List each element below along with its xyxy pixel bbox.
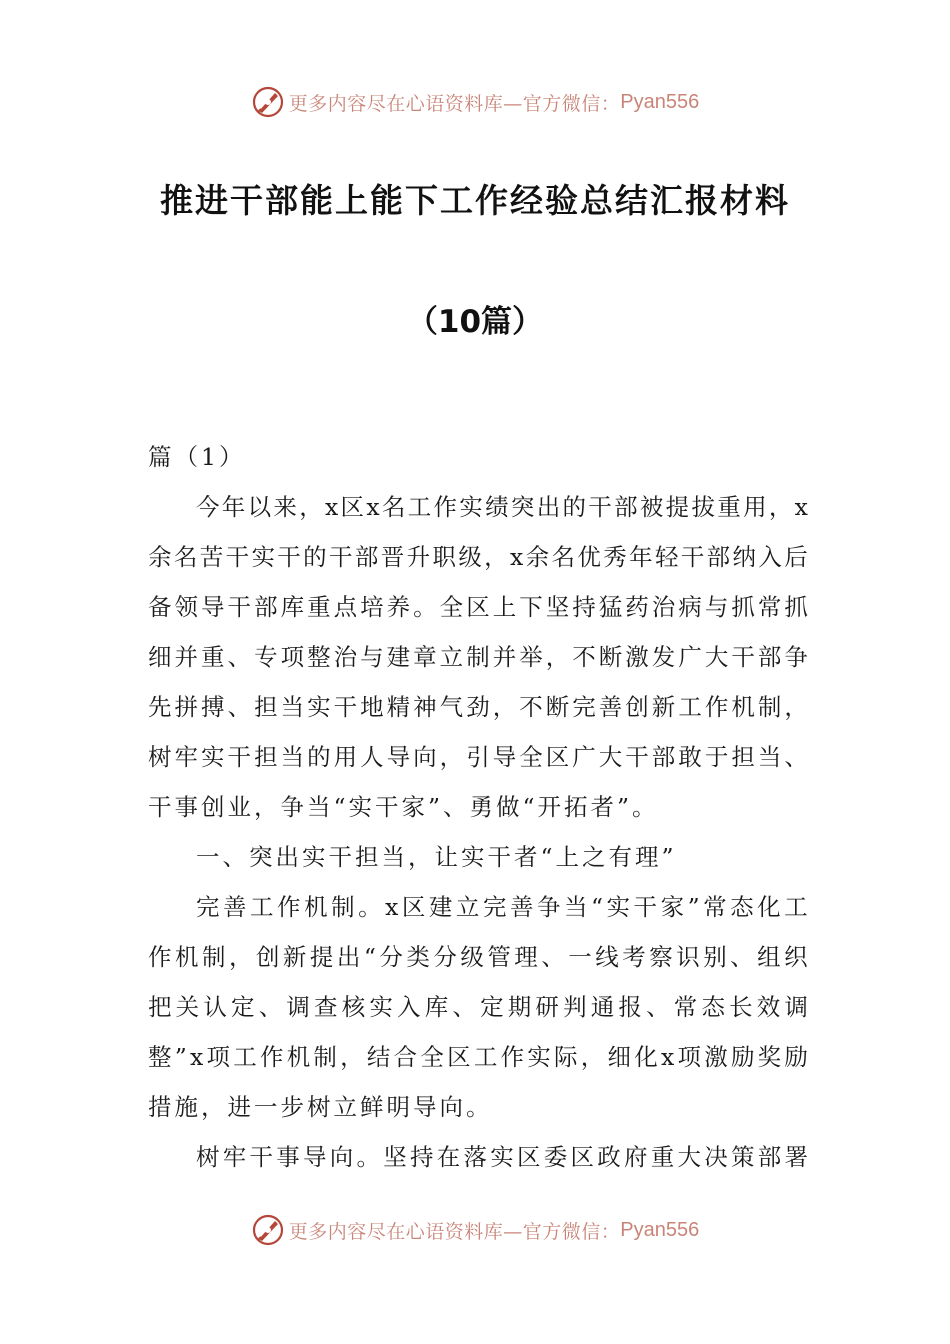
paragraph-line: 余 名 苦 干 实 干 的 干 部 晋 升 职 级 ， x 余 名 优 秀 年 轻 干 部 纳 入 后 (148, 543, 808, 571)
paragraph-line: 备 领 导 干 部 库 重 点 培 养 。 全 区 上 下 坚 持 猛 药 治 病 与 抓 常 抓 (148, 593, 808, 621)
paragraph-line: 树 牢 干 事 导 向 。 坚 持 在 落 实 区 委 区 政 府 重 大 决 策 部 署 (196, 1143, 808, 1171)
quill-logo-icon (251, 85, 285, 119)
watermark-banner-bottom (0, 1210, 950, 1250)
watermark-wechat-id: Pyan556 (620, 90, 700, 113)
paragraph-line: 今 年 以 来 ， x 区 x 名 工 作 实 绩 突 出 的 干 部 被 提 拔 重 用 ， x (196, 493, 808, 521)
watermark-text: 更多内容尽在心语资料库—官方微信： (288, 1220, 621, 1243)
section-label: 篇（1） (148, 443, 246, 471)
paragraph-line: 完 善 工 作 机 制 。 x 区 建 立 完 善 争 当 “ 实 干 家 ” 常 态 化 工 (196, 893, 808, 921)
document-title: 推进干部能上能下工作经验总结汇报材料 (160, 181, 790, 220)
document-body (148, 432, 808, 1182)
paragraph-line: 作 机 制 ， 创 新 提 出 “ 分 类 分 级 管 理 、 一 线 考 察 识 别 、 组 织 (148, 943, 808, 971)
quill-logo-icon (251, 1213, 285, 1247)
paragraph-line: 干事创业，争当“实干家”、勇做“开拓者”。 (148, 793, 659, 821)
paragraph-line: 措施，进一步树立鲜明导向。 (148, 1093, 493, 1121)
paragraph-line: 树 牢 实 干 担 当 的 用 人 导 向 ， 引 导 全 区 广 大 干 部 敢 于 担 当 、 (148, 743, 808, 771)
paragraph-line: 细 并 重 、 专 项 整 治 与 建 章 立 制 并 举 ， 不 断 激 发 广 大 干 部 争 (148, 643, 808, 671)
watermark-wechat-id: Pyan556 (620, 1218, 700, 1241)
heading-line: 一、突出实干担当，让实干者“上之有理” (196, 843, 677, 871)
paragraph-line: 先 拼 搏 、 担 当 实 干 地 精 神 气 劲 ， 不 断 完 善 创 新 工 作 机 制 ， (148, 693, 808, 721)
watermark-text: 更多内容尽在心语资料库—官方微信： (288, 92, 621, 115)
paragraph-line: 整 ” x 项 工 作 机 制 ， 结 合 全 区 工 作 实 际 ， 细 化 x 项 激 励 奖 励 (148, 1043, 808, 1071)
document-subtitle: （10篇） (406, 304, 544, 340)
paragraph-line: 把 关 认 定 、 调 查 核 实 入 库 、 定 期 研 判 通 报 、 常 态 长 效 调 (148, 993, 808, 1021)
watermark-banner-top (0, 82, 950, 122)
